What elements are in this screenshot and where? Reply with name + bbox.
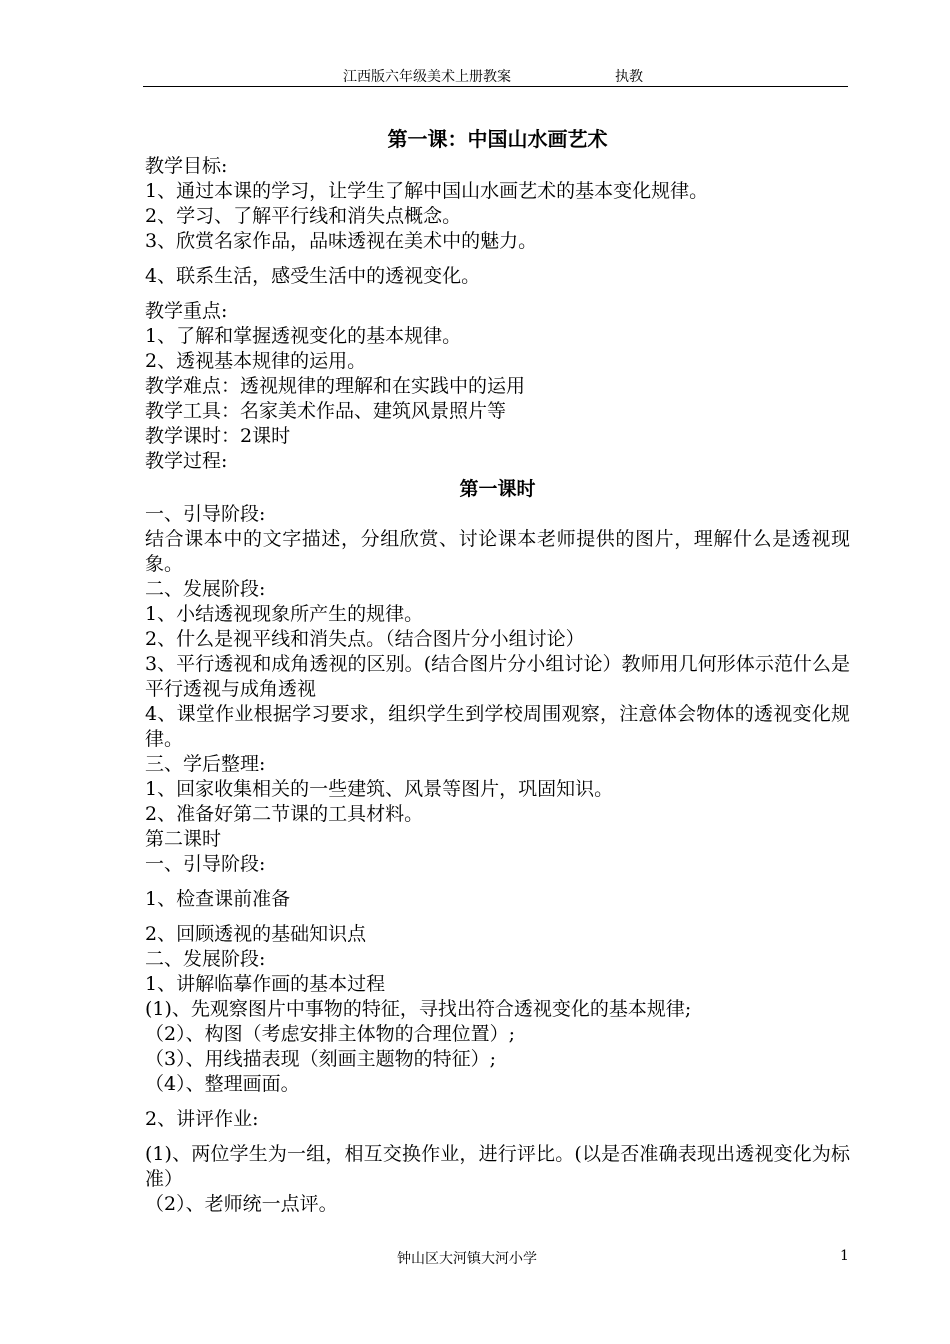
lesson-2-intro-heading: 一、引导阶段: xyxy=(145,853,266,875)
difficulty-line: 教学难点：透视规律的理解和在实践中的运用 xyxy=(145,375,526,397)
lesson-2-check-item: 1、检查课前准备 xyxy=(145,888,291,910)
tools-line: 教学工具：名家美术作品、建筑风景照片等 xyxy=(145,400,507,422)
develop-item-4: 4、课堂作业根据学习要求，组织学生到学校周围观察，注意体会物体的透视变化规律。 xyxy=(145,703,850,750)
goal-item-1: 1、通过本课的学习，让学生了解中国山水画艺术的基本变化规律。 xyxy=(145,180,709,202)
step-4: （4）、整理画面。 xyxy=(145,1073,300,1095)
evaluation-item-1: (1)、两位学生为一组，相互交换作业，进行评比。(以是否准确表现出透视变化为标准） xyxy=(145,1143,850,1190)
stage-intro-text: 结合课本中的文字描述，分组欣赏、讨论课本老师提供的图片，理解什么是透视现象。 xyxy=(145,528,850,575)
key-point-2: 2、透视基本规律的运用。 xyxy=(145,350,367,372)
step-3: （3）、用线描表现（刻画主题物的特征）; xyxy=(145,1048,496,1070)
lesson-2-heading: 第二课时 xyxy=(145,828,222,850)
evaluation-item-2: （2）、老师统一点评。 xyxy=(145,1193,338,1215)
document-title: 第一课：中国山水画艺术 xyxy=(387,127,608,151)
lesson-1-subtitle: 第一课时 xyxy=(459,478,536,500)
page-number: 1 xyxy=(840,1248,849,1264)
develop-item-3: 3、平行透视和成角透视的区别。(结合图片分小组讨论）教师用几何形体示范什么是平行透视与成角透视 xyxy=(145,653,850,700)
review-item-2: 2、准备好第二节课的工具材料。 xyxy=(145,803,424,825)
review-item-1: 1、回家收集相关的一些建筑、风景等图片，巩固知识。 xyxy=(145,778,614,800)
step-2: （2）、构图（考虑安排主体物的合理位置）; xyxy=(145,1023,515,1045)
stage-review-heading: 三、学后整理: xyxy=(145,753,266,775)
process-heading: 教学过程: xyxy=(145,450,228,472)
develop-item-2: 2、什么是视平线和消失点。（结合图片分小组讨论） xyxy=(145,628,585,650)
goal-item-3: 3、欣赏名家作品，品味透视在美术中的魅力。 xyxy=(145,230,538,252)
document-body xyxy=(145,124,850,1217)
stage-develop-heading: 二、发展阶段: xyxy=(145,578,266,600)
evaluation-heading: 2、讲评作业: xyxy=(145,1108,259,1130)
stage-intro-heading: 一、引导阶段: xyxy=(145,503,266,525)
develop-item-1: 1、小结透视现象所产生的规律。 xyxy=(145,603,424,625)
lesson-2-develop-heading: 二、发展阶段: xyxy=(145,948,266,970)
goal-item-2: 2、学习、了解平行线和消失点概念。 xyxy=(145,205,462,227)
header-role: 执教 xyxy=(615,69,643,85)
goal-item-4: 4、联系生活，感受生活中的透视变化。 xyxy=(145,265,481,287)
lesson-2-review-item: 2、回顾透视的基础知识点 xyxy=(145,923,367,945)
section-heading-goals: 教学目标: xyxy=(145,155,228,177)
footer-school: 钟山区大河镇大河小学 xyxy=(397,1251,537,1267)
lesson-2-develop-item-1: 1、讲解临摹作画的基本过程 xyxy=(145,973,386,995)
step-1: (1)、先观察图片中事物的特征，寻找出符合透视变化的基本规律; xyxy=(145,998,692,1020)
header-title: 江西版六年级美术上册教案 xyxy=(343,69,511,85)
section-heading-key-points: 教学重点: xyxy=(145,300,228,322)
duration-line: 教学课时：2课时 xyxy=(145,425,291,447)
page-header xyxy=(143,66,848,87)
key-point-1: 1、了解和掌握透视变化的基本规律。 xyxy=(145,325,462,347)
